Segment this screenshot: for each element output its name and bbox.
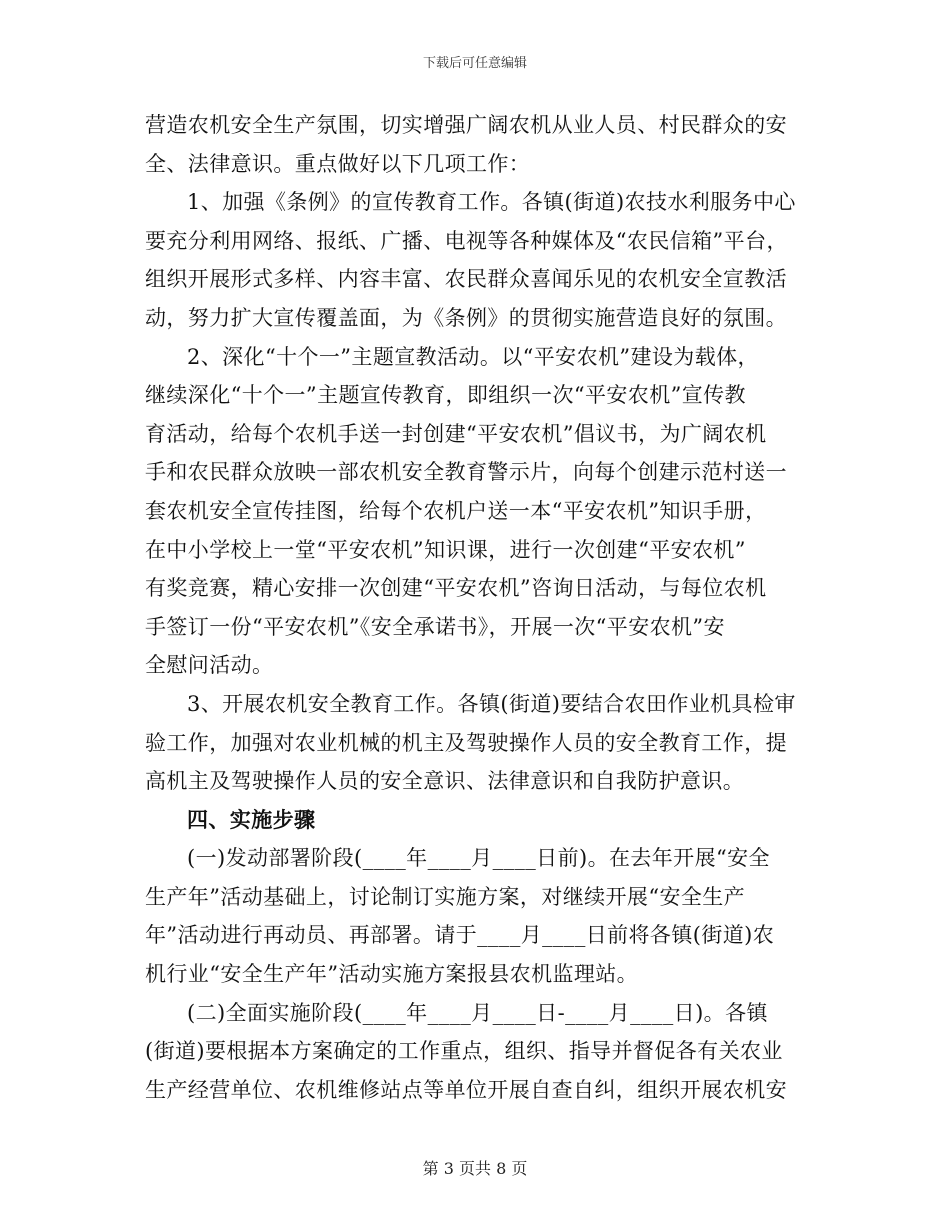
text-line: 生产经营单位、农机维修站点等单位开展自查自纠，组织开展农机安 xyxy=(145,1077,787,1102)
text-line: 高机主及驾驶操作人员的安全意识、法律意识和自我防护意识。 xyxy=(145,769,745,794)
page-footer: 第 3 页共 8 页 xyxy=(422,1159,528,1178)
text-line: (街道)要根据本方案确定的工作重点，组织、指导并督促各有关农业 xyxy=(145,1039,783,1064)
text-line: 继续深化“十个一”主题宣传教育，即组织一次“平安农机”宣传教 xyxy=(145,383,746,408)
text-line: 全慰问活动。 xyxy=(145,653,274,678)
text-line: 全、法律意识。重点做好以下几项工作： xyxy=(145,151,531,176)
text-line: 套农机安全宣传挂图，给每个农机户送一本“平安农机”知识手册， xyxy=(145,498,767,523)
document-body xyxy=(145,106,805,1109)
text-line: 2、深化“十个一”主题宣教活动。以“平安农机”建设为载体， xyxy=(187,344,759,369)
text-line: 在中小学校上一堂“平安农机”知识课，进行一次创建“平安农机” xyxy=(145,537,746,562)
text-line: 组织开展形式多样、内容丰富、农民群众喜闻乐见的农机安全宣教活 xyxy=(145,267,787,292)
text-line: (二)全面实施阶段(____年____月____日-____月____日)。各镇 xyxy=(187,1000,768,1025)
text-line: 动，努力扩大宣传覆盖面，为《条例》的贯彻实施营造良好的氛围。 xyxy=(145,305,787,330)
text-line: 机行业“安全生产年”活动实施方案报县农机监理站。 xyxy=(145,962,639,987)
text-line: 营造农机安全生产氛围，切实增强广阔农机从业人员、村民群众的安 xyxy=(145,113,787,137)
page-header: 下载后可任意编辑 xyxy=(422,56,527,71)
text-line: 1、加强《条例》的宣传教育工作。各镇(街道)农技水利服务中心 xyxy=(187,190,796,215)
text-line: 要充分利用网络、报纸、广播、电视等各种媒体及“农民信箱”平台， xyxy=(145,228,788,253)
text-line: 手和农民群众放映一部农机安全教育警示片，向每个创建示范村送一 xyxy=(145,460,787,485)
text-line: (一)发动部署阶段(____年____月____日前)。在去年开展“安全 xyxy=(187,846,770,871)
section-heading: 四、实施步骤 xyxy=(187,806,316,832)
text-line: 3、开展农机安全教育工作。各镇(街道)要结合农田作业机具检审 xyxy=(187,691,796,716)
text-line: 手签订一份“平安农机”《安全承诺书》，开展一次“平安农机”安 xyxy=(145,614,725,639)
text-line: 验工作，加强对农业机械的机主及驾驶操作人员的安全教育工作，提 xyxy=(145,730,787,755)
text-line: 生产年”活动基础上，讨论制订实施方案，对继续开展“安全生产 xyxy=(145,884,746,909)
text-line: 年”活动进行再动员、再部署。请于____月____日前将各镇(街道)农 xyxy=(145,923,775,948)
text-line: 育活动，给每个农机手送一封创建“平安农机”倡议书，为广阔农机 xyxy=(145,421,767,446)
text-line: 有奖竞赛，精心安排一次创建“平安农机”咨询日活动，与每位农机 xyxy=(145,576,767,601)
